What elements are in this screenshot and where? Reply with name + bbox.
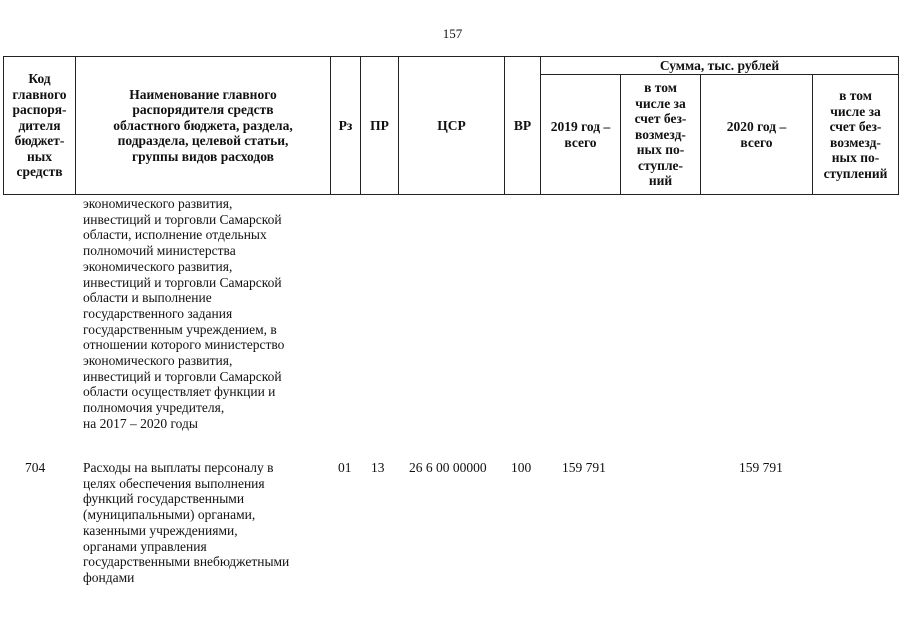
row-rz: 01 bbox=[338, 460, 352, 475]
header-2019-total: 2019 год – всего bbox=[550, 119, 611, 150]
header-2019-grants: в том числе за счет без- возмезд- ных по- ступле- ний bbox=[634, 80, 687, 189]
row-2019-total: 159 791 bbox=[562, 460, 606, 475]
header-bottom-border bbox=[3, 194, 899, 195]
header-csr: ЦСР bbox=[437, 117, 466, 133]
row-2020-total: 159 791 bbox=[739, 460, 783, 475]
header-pr: ПР bbox=[370, 117, 389, 133]
col-border-10 bbox=[898, 56, 899, 195]
header-code: Код главного распоря- дителя бюджет- ных средств bbox=[12, 71, 67, 180]
row-vr: 100 bbox=[511, 460, 532, 475]
header-2020-grants: в том числе за счет без- возмезд- ных по- ступлений bbox=[823, 88, 888, 181]
row-pr: 13 bbox=[371, 460, 385, 475]
header-vr: ВР bbox=[513, 117, 532, 133]
header-2020-total: 2020 год – всего bbox=[726, 119, 787, 150]
row-name: Расходы на выплаты персоналу в целях обеспечения выполнения функций государственными (муниципальными) органами, казенными учреждениями, органами управления государственными внебюджетными фондами bbox=[83, 460, 290, 585]
header-name: Наименование главного распорядителя средств областного бюджета, раздела, подраздела, целевой статьи, группы видов расходов bbox=[113, 86, 293, 164]
row-code: 704 bbox=[25, 460, 46, 475]
continuation-text: экономического развития, инвестиций и торговли Самарской области, исполнение отдельных полномочий министерства экономического развития, инвестиций и торговли Самарской области и выполнение государственного задания государственным учреждением, в отношении которого министерство экономического развития, инвестиций и торговли Самарской области осуществляет функции и полномочия учредителя, на 2017 – 2020 годы bbox=[83, 196, 285, 431]
header-sum-group: Сумма, тыс. рублей bbox=[659, 57, 780, 73]
page-number: 157 bbox=[442, 26, 463, 41]
header-rz: Рз bbox=[338, 117, 353, 133]
row-csr: 26 6 00 00000 bbox=[409, 460, 487, 475]
